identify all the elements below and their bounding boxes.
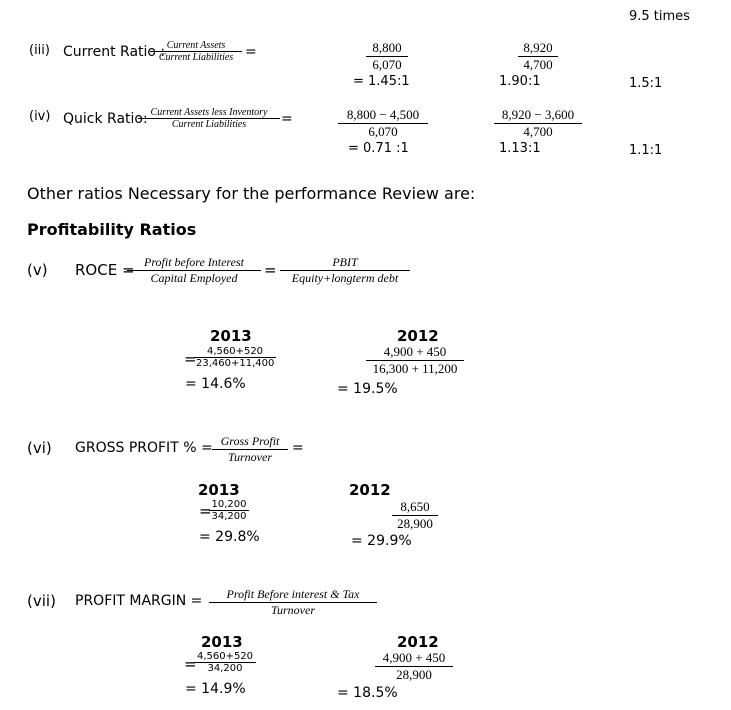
numerator-2013: 10,200 [209, 499, 249, 511]
numerator-2013: 8,800 [366, 40, 408, 57]
formula-fraction [150, 40, 242, 63]
result-2012: = 29.9% [351, 533, 412, 549]
year-2012-label: 2012 [397, 633, 439, 651]
benchmark: 1.5:1 [629, 76, 663, 91]
item-number: (vii) [27, 592, 56, 610]
formula-numerator: Profit Before interest & Tax [209, 587, 377, 603]
denominator-2012: 28,900 [396, 667, 432, 682]
equals-sign: = [245, 44, 257, 60]
fraction-2012 [494, 107, 582, 140]
result-2013: = 1.45:1 [353, 74, 410, 89]
denominator-2013: 34,200 [207, 663, 243, 674]
result-2012: 1.13:1 [499, 141, 541, 156]
numerator-2013: 4,560+520 [194, 651, 256, 663]
result-2013: = 29.8% [199, 529, 260, 545]
item-number: (iv) [29, 109, 51, 124]
benchmark: 1.1:1 [629, 143, 663, 158]
numerator-2012: 8,650 [392, 499, 438, 516]
year-2012-label: 2012 [349, 481, 391, 499]
fraction-2013 [366, 40, 408, 73]
profitability-heading: Profitability Ratios [27, 220, 197, 239]
formula-numerator: Gross Profit [212, 434, 288, 450]
formula-fraction [138, 107, 280, 130]
fraction-2012 [366, 344, 464, 377]
equals-sign-2013: = [184, 350, 197, 368]
numerator-2012: 4,900 + 450 [366, 344, 464, 361]
year-2012-label: 2012 [397, 327, 439, 345]
equals-sign: = [281, 111, 293, 127]
formula-denominator: Turnover [227, 450, 272, 464]
denominator-2013: 6,070 [372, 57, 402, 72]
result-2013: = 14.6% [185, 376, 246, 392]
equals-sign-2013: = [184, 655, 197, 673]
ratio-label: GROSS PROFIT % = [75, 440, 213, 456]
result-2013: = 14.9% [185, 681, 246, 697]
denominator-2013: 6,070 [368, 124, 398, 139]
year-2013-label: 2013 [198, 481, 240, 499]
denominator-2012: 16,300 + 11,200 [372, 361, 458, 376]
formula-fraction [212, 434, 288, 465]
denominator-2012: 28,900 [397, 516, 433, 531]
fraction-2012 [375, 650, 453, 683]
formula-denominator-2: Equity+longterm debt [291, 271, 399, 285]
result-2012: = 18.5% [337, 685, 398, 701]
numerator-2013: 4,560+520 [194, 346, 276, 358]
formula-denominator: Current Liabilities [171, 119, 247, 130]
equals-sign-2013: = [199, 502, 212, 520]
result-2012: 1.90:1 [499, 74, 541, 89]
numerator-2012: 8,920 [518, 40, 558, 57]
equals-sign: = [292, 440, 304, 456]
numerator-2013: 8,800 − 4,500 [338, 107, 428, 124]
ratio-label: Current Ratio : [63, 44, 166, 60]
item-number: (iii) [29, 43, 50, 58]
formula-fraction [209, 587, 377, 618]
fraction-2012 [392, 499, 438, 532]
formula-denominator: Turnover [270, 603, 315, 617]
formula-numerator: Profit before Interest [127, 255, 261, 271]
numerator-2012: 8,920 − 3,600 [494, 107, 582, 124]
equals-sign: = [264, 261, 277, 279]
result-2013: = 0.71 :1 [348, 141, 409, 156]
numerator-2012: 4,900 + 450 [375, 650, 453, 667]
ratio-label: PROFIT MARGIN = [75, 593, 203, 609]
formula-fraction-2 [280, 255, 410, 286]
formula-numerator: Current Assets [150, 40, 242, 52]
ratio-label: ROCE = [75, 261, 135, 279]
result-2012: = 19.5% [337, 381, 398, 397]
formula-fraction [127, 255, 261, 286]
fraction-2013 [194, 651, 256, 674]
formula-denominator: Capital Employed [150, 271, 238, 285]
other-ratios-heading: Other ratios Necessary for the performance Review are: [27, 184, 476, 203]
formula-numerator: Current Assets less Inventory [138, 107, 280, 119]
denominator-2012: 4,700 [523, 124, 553, 139]
ratio-label: Quick Ratio: [63, 111, 148, 127]
denominator-2013: 34,200 [211, 511, 247, 522]
formula-numerator-2: PBIT [280, 255, 410, 271]
denominator-2012: 4,700 [523, 57, 553, 72]
denominator-2013: 23,460+11,400 [196, 358, 275, 369]
formula-denominator: Current Liabilities [158, 52, 234, 63]
fraction-2012 [518, 40, 558, 73]
fraction-2013 [194, 346, 276, 369]
fraction-2013 [338, 107, 428, 140]
top-right-value: 9.5 times [629, 9, 690, 24]
item-number: (vi) [27, 439, 52, 457]
item-number: (v) [27, 261, 48, 279]
fraction-2013 [209, 499, 249, 522]
year-2013-label: 2013 [210, 327, 252, 345]
year-2013-label: 2013 [201, 633, 243, 651]
